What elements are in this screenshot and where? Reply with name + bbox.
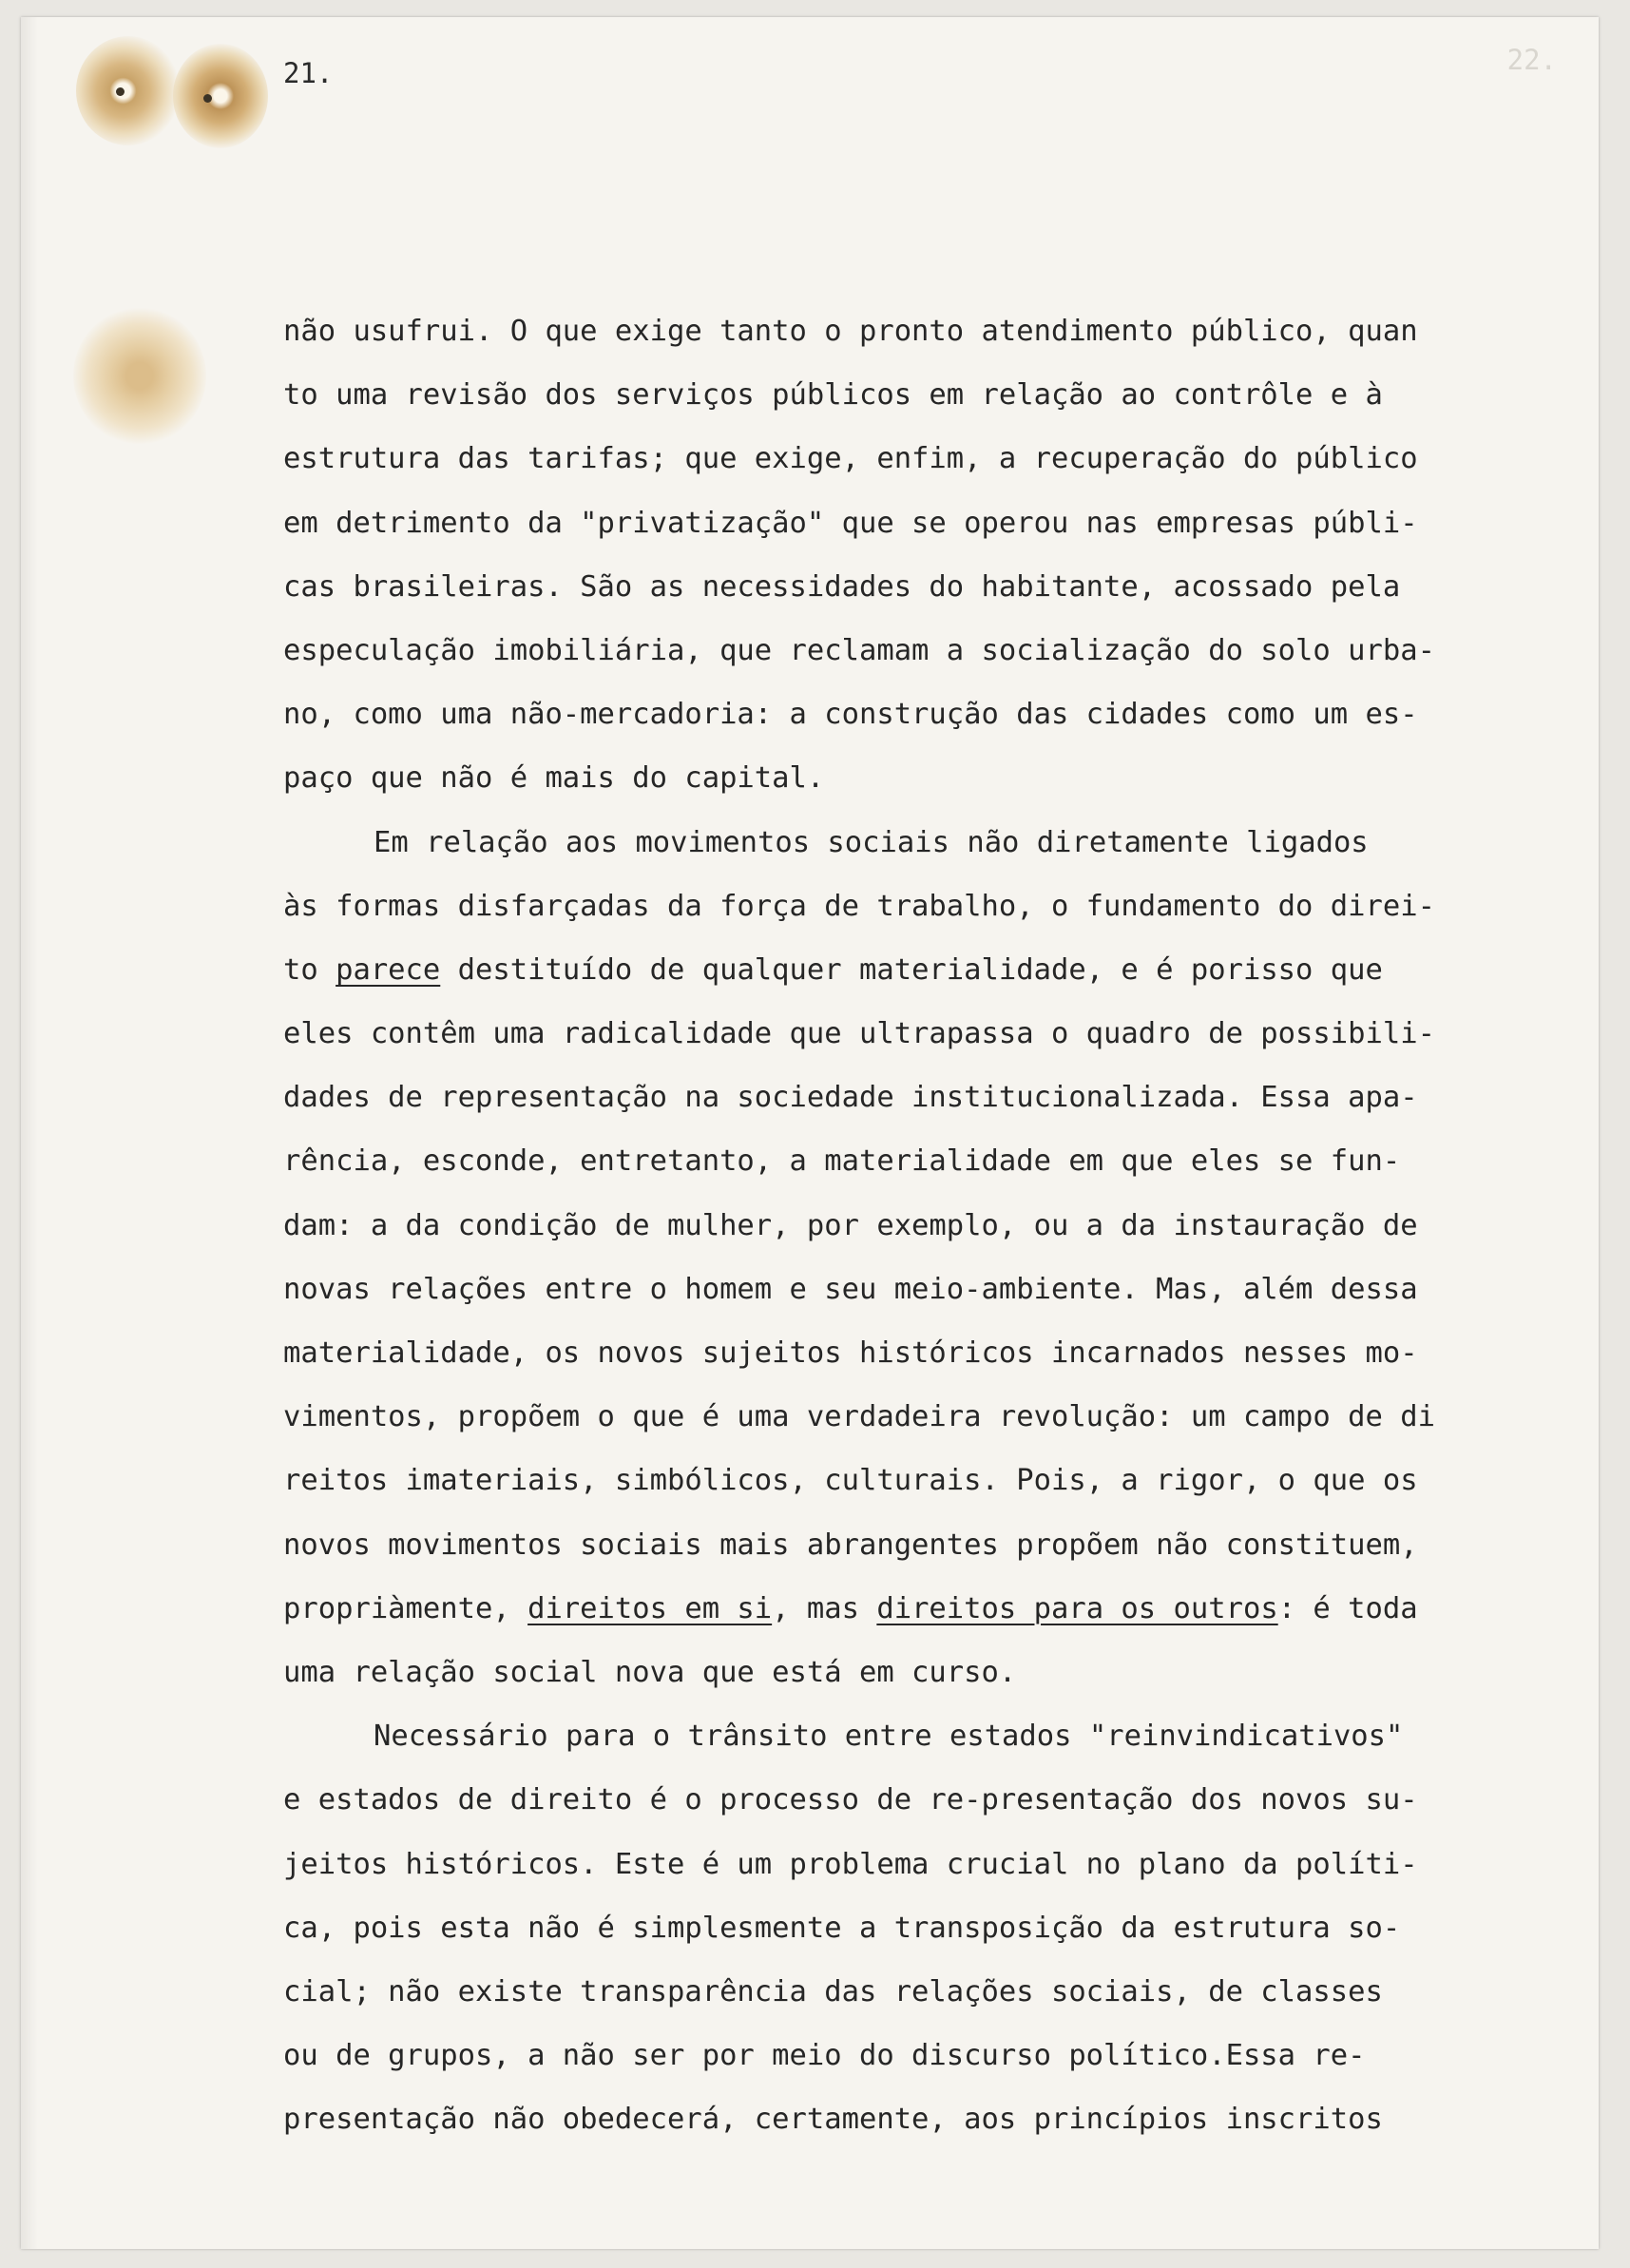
text-segment: novas relações entre o homem e seu meio-ambiente. Mas, além dessa [283,1272,1418,1306]
text-line [283,1833,1538,1896]
text-segment: ou de grupos, a não ser por meio do discurso político.Essa re- [283,2039,1366,2073]
text-line [283,682,1538,746]
text-line [283,1129,1538,1193]
text-line [283,811,1538,875]
text-segment: ca, pois esta não é simplesmente a transposição da estrutura so- [283,1911,1401,1945]
text-segment: materialidade, os novos sujeitos históricos incarnados nesses mo- [283,1336,1418,1370]
text-segment: jeitos históricos. Este é um problema crucial no plano da políti- [283,1847,1418,1881]
text-segment: não usufrui. O que exige tanto o pronto atendimento público, quan [283,315,1418,348]
text-line [283,363,1538,427]
text-segment: , mas [772,1591,877,1625]
text-line [283,1194,1538,1258]
text-segment: to uma revisão dos serviços públicos em relação ao contrôle e à [283,378,1383,413]
text-segment: vimentos, propõem o que é uma verdadeira revolução: um campo de di [283,1400,1435,1434]
text-segment: paço que não é mais do capital. [283,761,825,796]
text-line [283,491,1538,555]
text-segment: propriàmente, [283,1591,528,1625]
text-segment: reitos imateriais, simbólicos, culturais. Pois, a rigor, o que os [283,1464,1418,1498]
text-segment: destituído de qualquer materialidade, e é porisso que [440,952,1383,987]
text-segment: no, como uma não-mercadoria: a construção das cidades como um es- [283,698,1418,732]
text-line [283,1960,1538,2024]
text-line [283,1641,1538,1704]
text-segment: eles contêm uma radicalidade que ultrapassa o quadro de possibili- [283,1017,1435,1051]
text-segment: especulação imobiliária, que reclamam a socialização do solo urba- [283,633,1435,667]
text-segment: Necessário para o trânsito entre estados "reinvindicativos" [374,1720,1404,1754]
text-line [283,555,1538,619]
text-line [283,619,1538,682]
text-line [283,746,1538,810]
underlined-phrase: direitos em si [527,1591,773,1625]
text-segment: to [283,952,336,987]
staple-hole [203,94,212,103]
staple-hole [116,87,125,96]
text-line [283,1385,1538,1449]
text-segment: e estados de direito é o processo de re-presentação dos novos su- [283,1783,1418,1817]
text-segment: rência, esconde, entretanto, a materialidade em que eles se fun- [283,1144,1401,1179]
page-number: 21. [283,57,334,89]
document-page [21,17,1599,2249]
text-line [283,1321,1538,1385]
text-segment: Em relação aos movimentos sociais não diretamente ligados [374,825,1369,859]
text-segment: dam: a da condição de mulher, por exemplo, ou a da instauração de [283,1208,1418,1242]
typewritten-body-text [283,299,1538,2151]
text-line [283,1896,1538,1960]
text-line [283,1768,1538,1832]
text-segment: cas brasileiras. São as necessidades do habitante, acossado pela [283,569,1401,604]
text-segment: às formas disfarçadas da força de trabalho, o fundamento do direi- [283,889,1435,923]
text-segment: estrutura das tarifas; que exige, enfim, a recuperação do público [283,442,1418,476]
text-line [283,2024,1538,2087]
text-line [283,1258,1538,1321]
text-segment: em detrimento da "privatização" que se operou nas empresas públi- [283,506,1418,540]
rust-stain [173,44,268,148]
text-line [283,1513,1538,1577]
text-line [283,1577,1538,1641]
text-line [283,938,1538,1002]
text-line [283,1449,1538,1512]
rust-stain [73,307,206,445]
text-segment: cial; não existe transparência das relações sociais, de classes [283,1974,1383,2009]
text-line [283,2087,1538,2151]
text-line [283,427,1538,490]
text-line [283,299,1538,363]
text-segment: uma relação social nova que está em curso. [283,1655,1017,1689]
text-segment: dades de representação na sociedade institucionalizada. Essa apa- [283,1081,1418,1115]
rust-stain [76,36,181,145]
text-line [283,1704,1538,1768]
text-segment: novos movimentos sociais mais abrangentes propõem não constituem, [283,1528,1418,1562]
text-segment: : é toda [1277,1591,1418,1625]
text-line [283,1002,1538,1066]
text-line [283,875,1538,938]
page-edge-shadow [21,17,38,2249]
text-segment: presentação não obedecerá, certamente, aos princípios inscritos [283,2103,1383,2137]
text-line [283,1066,1538,1129]
underlined-phrase: parece [336,952,441,987]
underlined-phrase: direitos para os outros [876,1591,1278,1625]
bleed-through-page-number: 22. [1506,44,1557,76]
